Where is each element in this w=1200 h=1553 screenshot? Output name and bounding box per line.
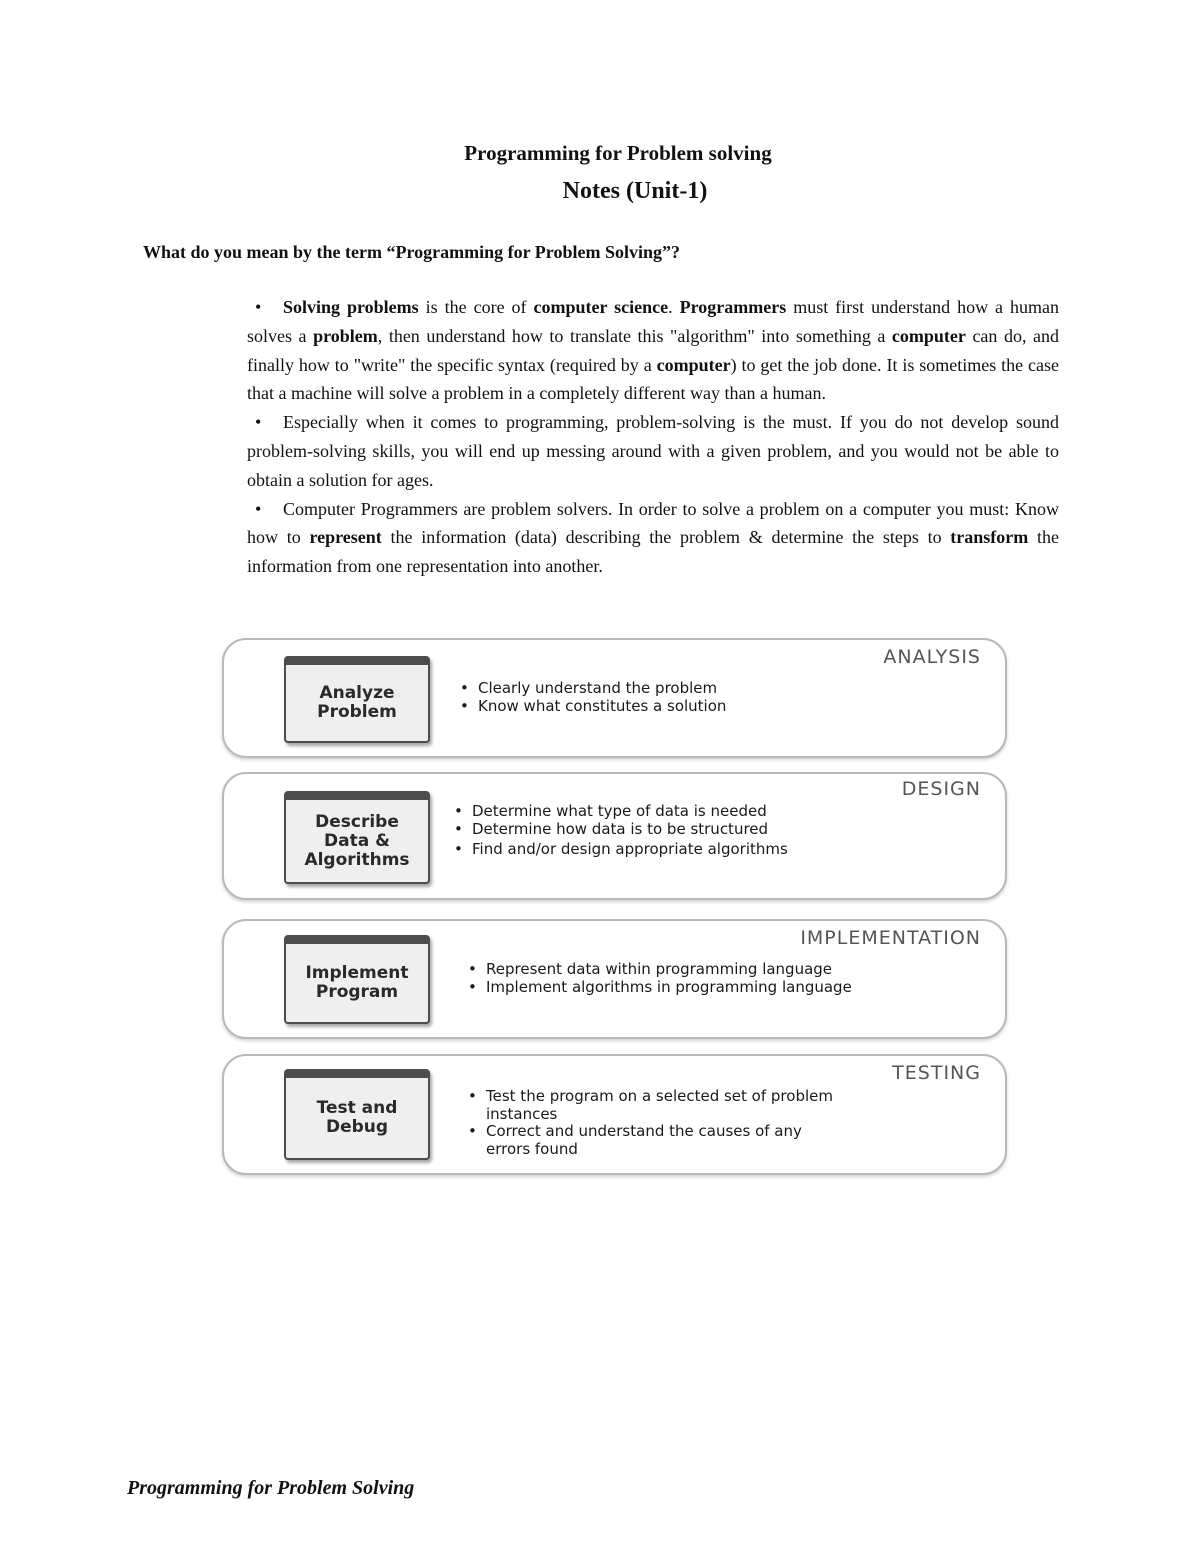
text-segment: Computer Programmers are problem solvers. In order to solve a problem on a computer you must: Know how to — [247, 498, 1059, 548]
bullet-item — [247, 408, 1059, 494]
text-segment: the information from one representation into another. — [247, 527, 1059, 577]
bullet-icon: • — [468, 1087, 477, 1105]
phase-label: ANALYSIS — [883, 646, 981, 668]
phase-item: • Test the program on a selected set of problem instances — [468, 1087, 833, 1123]
bullet-item — [247, 495, 1059, 581]
phase-design — [222, 772, 1007, 900]
bullet-icon: • — [255, 297, 262, 317]
phase-items — [450, 803, 788, 859]
phase-implementation — [222, 919, 1007, 1039]
bold-term: transform — [950, 527, 1029, 548]
phase-label: DESIGN — [901, 778, 981, 800]
bullet-icon: • — [460, 696, 469, 715]
bold-term: represent — [309, 527, 382, 548]
phase-item: • Correct and understand the causes of any errors found — [468, 1122, 802, 1158]
bullet-icon: • — [454, 802, 463, 820]
text-segment: Especially when it comes to programming, problem-solving is the must. If you do not develop sound problem-solving skills, you will end up messing around with a given problem, and you would not be able to obtain a solution for ages. — [247, 412, 1059, 490]
phase-testing — [222, 1054, 1007, 1175]
bullet-text — [247, 412, 1059, 490]
page-footer: Programming for Problem Solving — [127, 1477, 415, 1499]
phase-items — [456, 680, 726, 715]
phase-item: • Find and/or design appropriate algorithms — [454, 840, 788, 858]
phase-label: IMPLEMENTATION — [800, 927, 981, 949]
bullet-item — [247, 293, 1059, 408]
bold-term: problem — [313, 325, 378, 346]
text-segment: . — [668, 297, 680, 317]
phase-analysis — [222, 638, 1007, 758]
bullet-icon: • — [468, 960, 477, 978]
bold-term: Solving problems — [283, 297, 419, 317]
bullet-icon: • — [468, 1122, 477, 1140]
phase-label: TESTING — [892, 1062, 981, 1084]
bullet-icon: • — [468, 977, 477, 996]
text-segment: the information (data) describing the problem & determine the steps to — [381, 527, 951, 548]
phase-item: • Represent data within programming language — [468, 960, 833, 978]
text-segment: can do, and finally how to "write" the specific syntax (required by a — [247, 325, 1059, 375]
bullet-text — [247, 297, 1059, 403]
question-heading: What do you mean by the term “Programming for Problem Solving”? — [143, 242, 680, 262]
text-segment: is the core of — [418, 297, 534, 317]
phase-items — [464, 1088, 844, 1158]
text-segment: ) to get the job done. It is sometimes the case that a machine will solve a problem in a completely different way than a human. — [247, 354, 1060, 404]
page-subtitle: Notes (Unit-1) — [562, 178, 708, 204]
step-box: Analyze Problem — [284, 656, 430, 743]
bullet-icon: • — [255, 498, 262, 519]
bold-term: computer — [656, 354, 731, 375]
bullet-icon: • — [255, 412, 262, 433]
phase-item: • Know what constitutes a solution — [460, 696, 727, 715]
phase-item: • Clearly understand the problem — [460, 679, 718, 697]
phase-item: • Determine what type of data is needed — [454, 802, 767, 820]
bold-term: computer — [891, 325, 966, 346]
step-box: Implement Program — [284, 935, 430, 1024]
bullet-icon: • — [454, 819, 463, 838]
step-box: Describe Data & Algorithms — [284, 791, 430, 884]
text-segment: must first understand how a human solves a — [247, 297, 1060, 346]
phase-item: • Determine how data is to be structured — [454, 819, 769, 838]
bold-term: computer science — [533, 297, 669, 317]
bullet-list — [247, 293, 1059, 581]
page-title: Programming for Problem solving — [464, 141, 772, 165]
bold-term: Programmers — [679, 297, 787, 317]
bullet-icon: • — [460, 679, 469, 697]
step-box: Test and Debug — [284, 1069, 430, 1160]
phase-item: • Implement algorithms in programming language — [468, 977, 852, 996]
bullet-icon: • — [454, 840, 463, 858]
bullet-text — [247, 499, 1059, 577]
phase-items — [464, 961, 852, 996]
text-segment: , then understand how to translate this "algorithm" into something a — [377, 325, 892, 346]
